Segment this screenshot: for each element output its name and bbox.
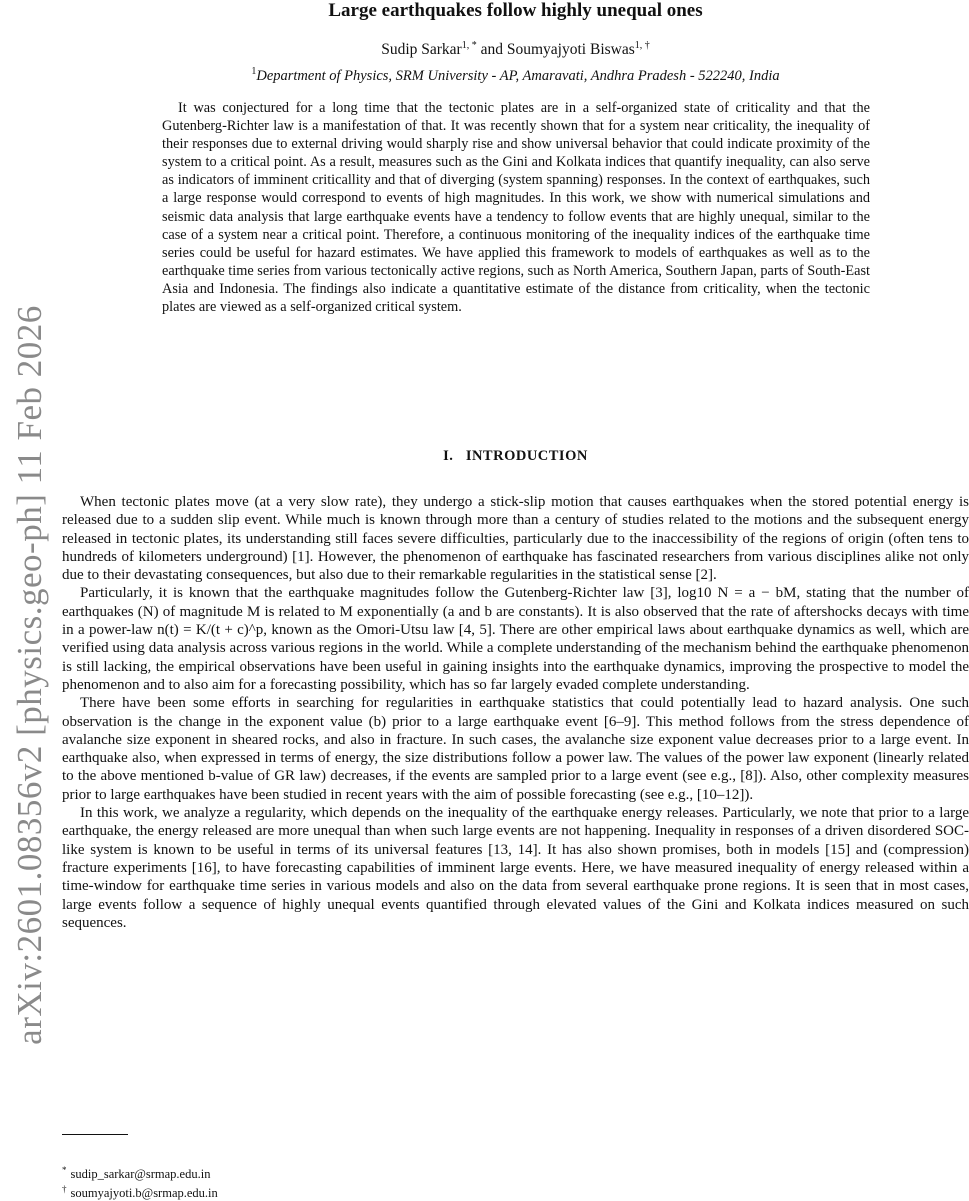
footnote-rule: [62, 1134, 128, 1135]
author-joiner: and: [476, 41, 507, 59]
author-affil-mark: 1, *: [461, 40, 477, 51]
author-affil-mark: 1, †: [634, 40, 650, 51]
affiliation-text: Department of Physics, SRM University - AP, Amaravati, Andhra Pradesh - 522240, India: [256, 67, 780, 84]
section-title: INTRODUCTION: [465, 448, 588, 464]
footnote-mark: †: [62, 1184, 67, 1194]
paragraph: In this work, we analyze a regularity, which depends on the inequality of the earthquake energy releases. Particularly, we note that prior to a large earthquake, the energy released are more unequal than when such large events are not happening. Inequality in responses of a driven disordered SOC-like system is known to be useful in terms of its universal features [13, 14]. It has also shown promises, both in models [15] and (compression) fracture experiments [16], to have forecasting capabilities of imminent large events. Here, we have measured inequality of energy released within a time-window for earthquake time series in various models and also on the data from several earthquake prone regions. It is seen that in most cases, large events follow a sequence of highly unequal events quantified through elevated values of the Gini and Kolkata indices measured on such sequences.: [62, 805, 969, 931]
footnote: [62, 1182, 218, 1201]
section-number: I.: [443, 448, 454, 464]
author-name: Soumyajyoti Biswas: [506, 41, 635, 59]
footnote-mark: *: [62, 1165, 67, 1175]
author-list: [62, 40, 969, 59]
affiliation-marker: 1: [251, 66, 257, 77]
paragraph: When tectonic plates move (at a very slow rate), they undergo a stick-slip motion that causes earthquakes when the stored potential energy is released due to a sudden slip event. While much is known through more than a century of studies related to the motions and the subsequent energy released in tectonic plates, its understanding still faces severe difficulties, particularly due to the inaccessibility of the regions of origin (often tens to hundreds of kilometers underground) [1]. However, the phenomenon of earthquake has fascinated researchers from various disciplines alike not only due to their devastating consequences, but also due to their remarkable regularities in the statistical sense [2].: [62, 494, 969, 584]
arxiv-id: arXiv:2601.08356v2 [physics.geo-ph] 11 Feb 2026: [10, 305, 49, 1045]
arxiv-stamp: [2, 245, 58, 1105]
footnote: [62, 1163, 210, 1182]
abstract: It was conjectured for a long time that the tectonic plates are in a self-organized state of criticality and that the Gutenberg-Richter law is a manifestation of that. It was recently shown that for a system near criticality, the inequality of their responses due to external driving would sharply rise and show universal behavior that could indicate proximity of the system to a critical point. As a result, measures such as the Gini and Kolkata indices that quantify inequality, can also serve as indicators of imminent criticallity and that of diverging (system spanning) responses. In the context of earthquakes, such a large response would correspond to events of high magnitudes. In this work, we show with numerical simulations and seismic data analysis that large earthquake events have a tendency to follow events that are highly unequal, similar to the case of a system near a critical point. Therefore, a continuous monitoring of the inequality indices of the earthquake time series could be useful for hazard estimates. We have applied this framework to models of earthquakes as well as to the earthquake time series from various tectonically active regions, such as North America, Southern Japan, parts of South-East Asia and Indonesia. The findings also indicate a quantitative estimate of the distance from criticality, when the tectonic plates are viewed as a self-organized critical system.: [162, 100, 870, 316]
footnote-email[interactable]: soumyajyoti.b@srmap.edu.in: [70, 1186, 218, 1201]
affiliation: [62, 66, 969, 85]
section-heading: [62, 448, 969, 465]
paragraph: Particularly, it is known that the earthquake magnitudes follow the Gutenberg-Richter law [3], log10 N = a − bM, stating that the number of earthquakes (N) of magnitude M is related to M exponentially (a and b are constants). It is also observed that the rate of aftershocks decays with time in a power-law n(t) = K/(t + c)^p, known as the Omori-Utsu law [4, 5]. There are other empirical laws about earthquake dynamics as well, which are verified using data analysis across various regions in the world. While a complete understanding of the mechanism behind the earthquake phenomenon is still lacking, the empirical observations have been useful in gaining insights into the earthquake dynamics, improving the prospective to model the phenomenon and to also aim for a forecasting possibility, which has so far largely evaded complete understanding.: [62, 585, 969, 693]
body-text: [62, 493, 969, 932]
author-name: Sudip Sarkar: [381, 41, 462, 59]
paper-title: Large earthquakes follow highly unequal ones: [328, 0, 703, 21]
footnote-email[interactable]: sudip_sarkar@srmap.edu.in: [70, 1167, 211, 1182]
paragraph: There have been some efforts in searching for regularities in earthquake statistics that could potentially lead to hazard analysis. One such observation is the change in the exponent value (b) prior to a large earthquake event [6–9]. This method follows from the stress dependence of avalanche size exponent in sheared rocks, and also in fracture. In such cases, the avalanche size exponent value decreases prior to a large event. In earthquake also, when expressed in terms of energy, the size distributions follow a power law. The values of the power law exponent (linearly related to the above mentioned b-value of GR law) decreases, if the events are sampled prior to a large event (see e.g., [8]). Also, other complexity measures prior to large earthquakes have been studied in recent years with the aim of possible forecasting (see e.g., [10–12]).: [62, 695, 969, 803]
